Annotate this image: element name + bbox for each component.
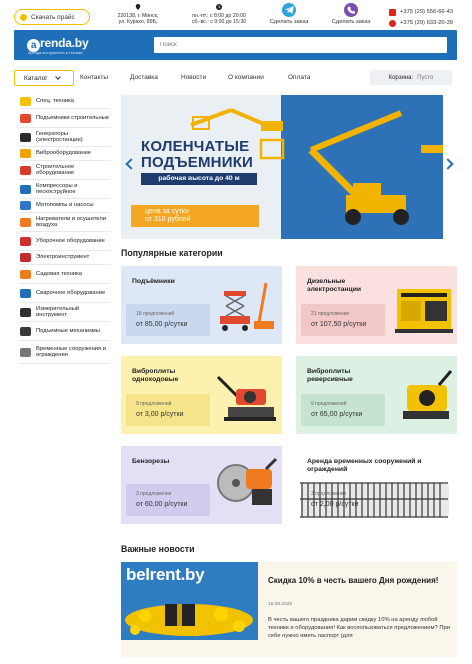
- category-card[interactable]: [121, 266, 282, 344]
- news-item-text: В честь вашего праздника дарим скидку 10% на аренду любой техники и оборудования! Как воспользоваться предложением? При себе нужно иметь паспорт (для: [268, 617, 450, 639]
- category-title: Бензорезы: [132, 458, 170, 465]
- sidebar-item-label: Компрессоры и пескоструйное: [36, 182, 78, 195]
- banner-title: [141, 139, 253, 171]
- logo-text: renda.by: [40, 36, 89, 50]
- viber-order-button[interactable]: [328, 3, 374, 25]
- download-price-button[interactable]: [14, 9, 90, 25]
- sidebar-item-label: Измерительный инструмент: [36, 305, 80, 318]
- clock-icon: [216, 4, 222, 10]
- viber-order-label: Сделать заказ: [331, 19, 371, 25]
- sidebar-item-label: Сварочное оборудование: [36, 289, 106, 296]
- category-thumbnail-icon: [20, 218, 31, 227]
- hours-line-1: пн.-пт.: с 8:00 до 20:00: [192, 13, 246, 20]
- operator-icon: [389, 9, 396, 16]
- category-thumbnail-icon: [20, 149, 31, 158]
- sidebar-item[interactable]: [20, 161, 110, 180]
- banner-price-line-1: цена за сутки: [145, 208, 189, 215]
- sidebar-item[interactable]: [20, 128, 110, 147]
- sidebar-item[interactable]: [20, 284, 110, 303]
- sidebar-item-label: Генераторы (электростанции): [36, 130, 83, 143]
- nav-link-news[interactable]: Новости: [181, 74, 207, 81]
- category-thumbnail-icon: [20, 166, 31, 175]
- sidebar-item-label: Подъемные механизмы: [36, 327, 100, 334]
- sidebar-item[interactable]: [20, 341, 110, 364]
- category-price-box: [301, 394, 385, 426]
- top-bar: [0, 0, 472, 30]
- category-card[interactable]: [296, 356, 457, 434]
- category-title: Виброплиты реверсивные: [307, 368, 353, 383]
- category-image: [393, 283, 453, 340]
- catalog-sidebar: [20, 95, 110, 364]
- nav-link-delivery[interactable]: Доставка: [130, 74, 158, 81]
- phone-2: +375 (29) 633-20-39: [400, 20, 454, 26]
- banner-title-line-2: ПОДЪЕМНИКИ: [141, 154, 254, 171]
- category-card[interactable]: [296, 266, 457, 344]
- sidebar-item-label: Уборочное оборудование: [36, 237, 105, 244]
- news-image-logo: belrent.by: [126, 565, 205, 584]
- telegram-order-button[interactable]: [266, 3, 312, 25]
- cart-value: Пусто: [417, 74, 434, 81]
- category-thumbnail-icon: [20, 327, 31, 336]
- logo-tagline: Аренда инструмента и техники: [28, 51, 83, 55]
- site-header: [14, 30, 457, 60]
- cart-button[interactable]: [370, 70, 452, 85]
- category-price-box: [126, 484, 210, 516]
- catalog-label: Каталог: [24, 74, 48, 82]
- news-section-title: Важные новости: [121, 544, 195, 554]
- category-offers-count: 9 предложений: [136, 401, 172, 407]
- category-thumbnail-icon: [20, 253, 31, 262]
- category-offers-count: 3 предложения: [311, 491, 347, 497]
- download-price-label: Скачать прайс: [31, 13, 75, 21]
- sidebar-item[interactable]: [20, 199, 110, 213]
- sidebar-item-label: Временные сооружения и ограждения: [36, 345, 106, 358]
- category-price: от 65,00 р/сутки: [311, 411, 363, 418]
- sidebar-item[interactable]: [20, 232, 110, 251]
- news-card[interactable]: [121, 562, 457, 657]
- category-thumbnail-icon: [20, 270, 31, 279]
- category-thumbnail-icon: [20, 289, 31, 298]
- category-card[interactable]: [296, 446, 457, 524]
- sidebar-item-label: Подъемники строительные: [36, 114, 110, 121]
- sidebar-item[interactable]: [20, 95, 110, 109]
- category-thumbnail-icon: [20, 114, 31, 123]
- category-price: от 107,50 р/сутки: [311, 321, 367, 328]
- banner-price-line-2: от 310 рублей: [145, 216, 191, 223]
- category-thumbnail-icon: [20, 308, 31, 317]
- sidebar-item[interactable]: [20, 265, 110, 284]
- catalog-button[interactable]: [14, 70, 74, 86]
- category-offers-count: 21 предложение: [311, 311, 350, 317]
- nav-link-payment[interactable]: Оплата: [288, 74, 311, 81]
- download-icon: [20, 14, 27, 21]
- category-title: Подъёмники: [132, 278, 175, 285]
- promo-banner[interactable]: [121, 95, 443, 239]
- address-line-2: ул. Курахо, 89Б,: [118, 19, 158, 26]
- site-logo[interactable]: [27, 36, 88, 52]
- category-card[interactable]: [121, 446, 282, 524]
- phone-row-2[interactable]: [389, 18, 453, 29]
- sidebar-item-label: Мотопомпы и насосы: [36, 202, 94, 209]
- sidebar-item[interactable]: [20, 322, 110, 341]
- category-title: Аренда временных сооружений и ограждений: [307, 458, 422, 473]
- sidebar-item-label: Виброоборудование: [36, 150, 92, 157]
- sidebar-item[interactable]: [20, 109, 110, 128]
- address-line-1: 220138, г. Минск,: [117, 13, 159, 20]
- banner-subtitle: рабочая высота до 40 м: [141, 173, 257, 185]
- phone-1: +375 (29) 556-66-43: [400, 9, 454, 15]
- category-thumbnail-icon: [20, 348, 31, 357]
- category-price-box: [126, 304, 210, 336]
- working-hours: [188, 4, 250, 26]
- news-image: [121, 562, 258, 640]
- telegram-icon: [282, 3, 296, 17]
- sidebar-item[interactable]: [20, 180, 110, 199]
- category-price-box: [126, 394, 210, 426]
- address: [113, 4, 163, 26]
- nav-link-contacts[interactable]: Контакты: [80, 74, 109, 81]
- cart-label: Корзина:: [388, 74, 414, 81]
- sidebar-item-label: Нагреватели и осушители воздуха: [36, 215, 106, 228]
- banner-title-line-1: КОЛЕНЧАТЫЕ: [141, 138, 250, 155]
- sidebar-item-label: Спец. техника: [36, 98, 75, 105]
- category-thumbnail-icon: [20, 237, 31, 246]
- news-item-date: 15.08.2025: [268, 602, 293, 607]
- gift-boxes-illustration: [121, 586, 258, 640]
- main-nav: [14, 68, 457, 86]
- chevron-down-icon: [55, 74, 61, 80]
- category-image: [214, 369, 278, 430]
- location-pin-icon: [135, 4, 141, 10]
- logo-mark: a: [27, 39, 40, 52]
- sidebar-item-label: Строительное оборудование: [36, 163, 75, 176]
- category-thumbnail-icon: [20, 185, 31, 194]
- banner-price: [131, 205, 259, 227]
- category-thumbnail-icon: [20, 201, 31, 210]
- hours-line-2: сб.-вс.: с 9:00 до 15:30: [191, 19, 247, 26]
- category-image: [399, 369, 453, 430]
- category-offers-count: 3 предложения: [136, 491, 172, 497]
- category-price: от 2,00 р/сутки: [311, 501, 359, 508]
- sidebar-item[interactable]: [20, 213, 110, 232]
- sidebar-item-label: Садовая техника: [36, 270, 82, 277]
- operator-icon: [389, 20, 396, 27]
- viber-icon: [344, 3, 358, 17]
- nav-link-about[interactable]: О компании: [228, 74, 264, 81]
- category-offers-count: 9 предложений: [311, 401, 347, 407]
- category-thumbnail-icon: [20, 133, 31, 142]
- phone-row-1[interactable]: [389, 7, 453, 18]
- search-input[interactable]: [154, 37, 447, 53]
- sidebar-item[interactable]: [20, 147, 110, 161]
- sidebar-item-label: Электроинструмент: [36, 254, 90, 261]
- category-price: от 3,00 р/сутки: [136, 411, 184, 418]
- category-card[interactable]: [121, 356, 282, 434]
- sidebar-item[interactable]: [20, 251, 110, 265]
- phone-numbers: [389, 7, 453, 29]
- category-image: [216, 451, 278, 520]
- sidebar-item[interactable]: [20, 303, 110, 322]
- banner-next-arrow[interactable]: [442, 158, 453, 169]
- category-price: от 85,00 р/сутки: [136, 321, 188, 328]
- category-price-box: [301, 304, 385, 336]
- category-thumbnail-icon: [20, 97, 31, 106]
- category-title: Дизельные электростанции: [307, 278, 362, 293]
- popular-categories-title: Популярные категории: [121, 248, 223, 258]
- news-item-title: Скидка 10% в честь вашего Дня рождения!: [268, 576, 439, 585]
- category-offers-count: 18 предложений: [136, 311, 175, 317]
- category-title: Виброплиты одноходовые: [132, 368, 179, 383]
- telegram-order-label: Сделать заказ: [269, 19, 309, 25]
- category-price: от 60,00 р/сутки: [136, 501, 188, 508]
